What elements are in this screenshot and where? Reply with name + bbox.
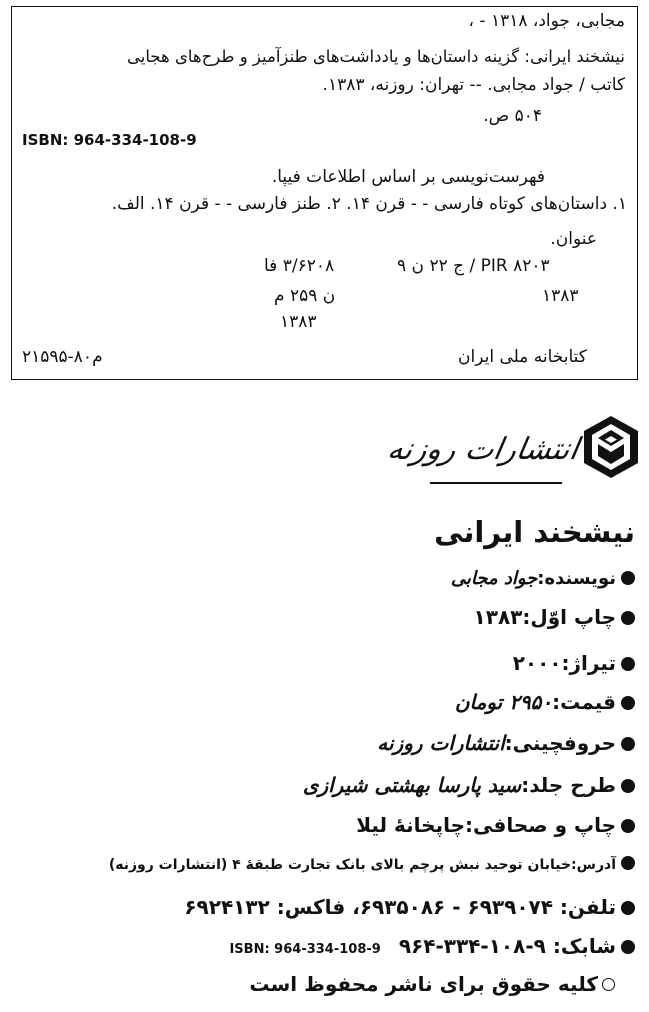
info-value: انتشارات روزنه [377,731,505,755]
cip-dewey-number: ۳/۶۲۰۸ فا [264,256,335,276]
cip-record-number: م۸۰-۲۱۵۹۵ [22,347,103,367]
info-label: تلفن: [559,895,616,919]
bullet-icon [621,856,635,870]
info-value: جواد مجابی [450,568,538,589]
cip-pages-line: ۵۰۴ ص. [483,106,542,126]
info-value: ۲۰۰۰ [512,651,562,675]
open-bullet-icon [602,978,615,991]
cip-dewey-cutter: ن ۲۵۹ م [274,286,336,306]
cip-title-line: نیشخند ایرانی: گزینه داستان‌ها و یادداشت‌های طنزآمیز و طرح‌های هجایی [126,47,625,66]
rights-notice [249,972,615,996]
info-value: ۶۹۳۹۰۷۴ - ۶۹۳۵۰۸۶، فاکس: ۶۹۲۴۱۳۲ [184,895,553,919]
info-value: ۲۹۵۰ تومان [454,690,553,714]
info-label: حروفچینی: [504,731,616,755]
info-label: شابک: [552,934,616,958]
info-label: قیمت: [552,690,616,714]
info-label: چاپ و صحافی: [465,813,616,837]
bullet-icon [621,779,635,793]
cip-publication-line: کاتب / جواد مجابی. -- تهران: روزنه، ۱۳۸۳. [322,75,625,95]
bullet-icon [621,940,635,954]
bullet-icon [621,571,635,585]
info-address [109,856,635,873]
info-label: تیراژ: [561,651,616,675]
info-isbn [229,934,635,958]
publisher-emblem-icon [580,414,642,480]
cip-subjects: ۱. داستان‌های کوتاه فارسی - - قرن ۱۴. ۲. طنز فارسی - - قرن ۱۴. الف. [111,194,627,214]
info-label: چاپ اوّل: [522,605,616,629]
cip-lc-year: ۱۳۸۳ [542,286,579,306]
bullet-icon [621,737,635,751]
info-label: طرح جلد: [521,773,616,797]
cip-subjects-cont: عنوان. [550,229,597,249]
info-value: چاپخانهٔ لیلا [356,813,466,837]
cip-isbn: ISBN: 964-334-108-9 [22,131,197,149]
bullet-icon [621,819,635,833]
cip-lc-call-number: PIR ۸۲۰۳ / ج ۲۲ ن ۹ [397,256,550,276]
cip-library: کتابخانه ملی ایران [458,347,587,367]
bullet-icon [621,657,635,671]
logo-underline [430,482,562,484]
info-value: سید پارسا بهشتی شیرازی [302,773,522,797]
info-phone [184,895,635,919]
info-value: ۹-۱۰۸-۳۳۴-۹۶۴ [398,934,546,958]
book-title: نیشخند ایرانی [434,515,635,549]
info-typesetting [377,731,635,755]
info-author [451,568,635,589]
info-first-print [474,605,635,629]
info-printing [356,813,635,837]
cip-author-line: مجابی، جواد، ۱۳۱۸ - ، [468,11,625,31]
info-isbn-latin: ISBN: 964-334-108-9 [229,942,381,957]
info-circulation [513,651,635,675]
info-value: خیابان توحید نبش پرچم بالای بانک تجارت طبقهٔ ۴ (انتشارات روزنه) [108,857,572,873]
info-label: نویسنده: [537,568,616,589]
info-label: آدرس: [571,857,616,873]
cip-dewey-year: ۱۳۸۳ [280,312,317,332]
cip-catalog-box [11,6,638,380]
cip-note: فهرست‌نویسی بر اساس اطلاعات فیپا. [271,167,545,187]
bullet-icon [621,901,635,915]
publisher-logo [384,410,642,502]
publisher-logo-text: انتشارات روزنه [384,432,582,467]
rights-text: کلیه حقوق برای ناشر محفوظ است [249,972,598,996]
bullet-icon [621,611,635,625]
info-cover-design [303,773,635,797]
info-price [455,690,635,714]
bullet-icon [621,696,635,710]
info-value: ۱۳۸۳ [473,605,523,629]
